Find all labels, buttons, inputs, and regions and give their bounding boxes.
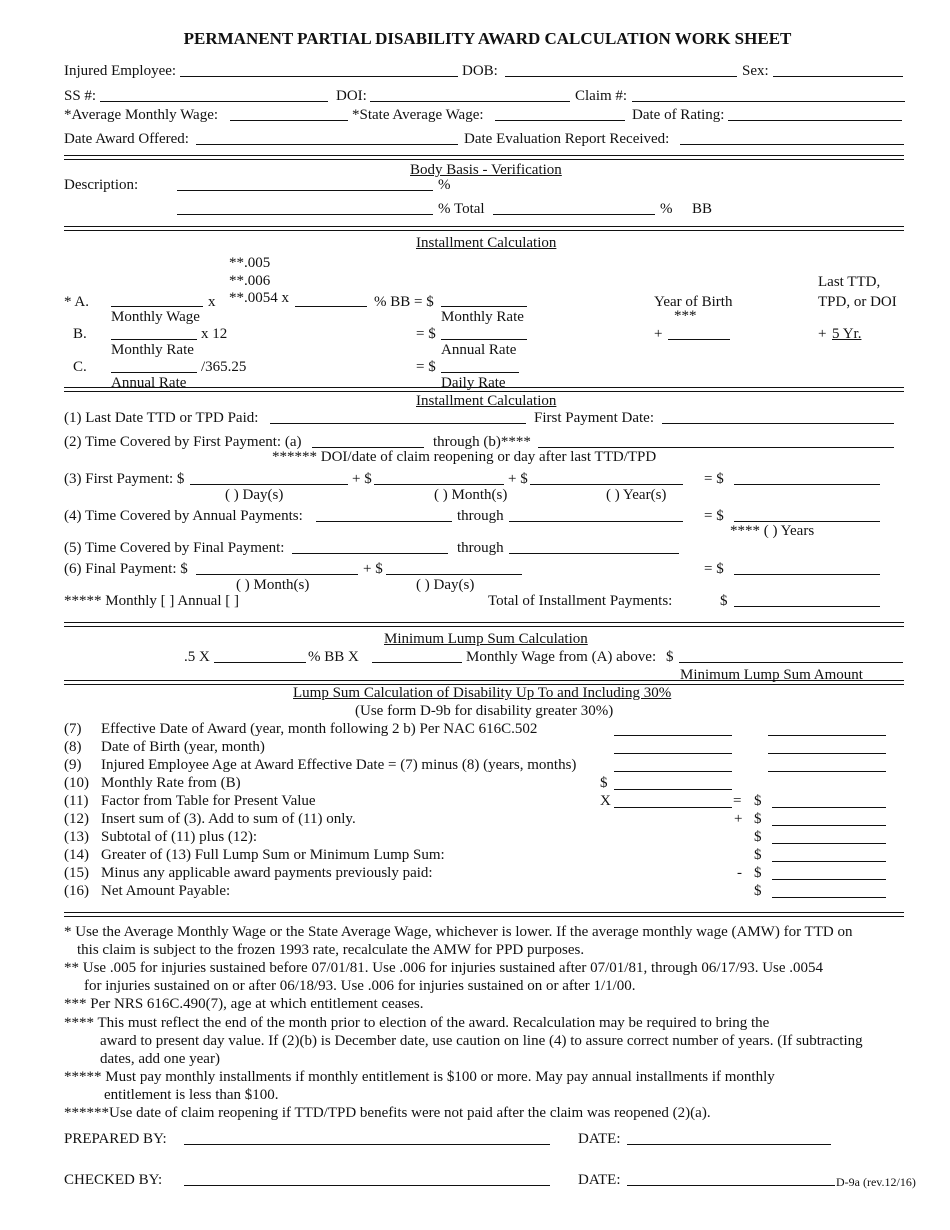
plus-5yr: 5 Yr. (832, 326, 862, 342)
years-4-caption: **** ( ) Years (730, 523, 815, 539)
first-payment-total-field[interactable] (734, 484, 880, 485)
pct-bb-equals: % BB = $ (374, 294, 434, 310)
dollar-11: $ (754, 793, 762, 809)
sum-3-field[interactable] (772, 825, 886, 826)
date-1-label: DATE: (578, 1131, 621, 1147)
dob-year-field[interactable] (614, 753, 732, 754)
lump-sum-subheading: (Use form D-9b for disability greater 30%) (355, 703, 614, 719)
row-text-9: Injured Employee Age at Award Effective Date = (7) minus (8) (years, months) (101, 757, 577, 773)
equals-11: = (733, 793, 742, 809)
row-text-15: Minus any applicable award payments previously paid: (101, 865, 433, 881)
monthly-rate-10-field[interactable] (614, 789, 732, 790)
dollar-12: $ (754, 811, 762, 827)
row-c-label: C. (73, 359, 87, 375)
injured-employee-field[interactable] (180, 76, 458, 77)
final-payment-total-field[interactable] (734, 574, 880, 575)
date-award-offered-field[interactable] (196, 144, 458, 145)
times-11: X (600, 793, 611, 809)
claim-label: Claim #: (575, 88, 628, 104)
effective-date-month-field[interactable] (768, 735, 886, 736)
line-6-label: (6) Final Payment: $ (64, 561, 188, 577)
body-basis-heading: Body Basis - Verification (410, 162, 562, 178)
total-installment-dollar: $ (720, 593, 728, 609)
plus-5yr-prefix: + (818, 326, 827, 342)
first-payment-month-field[interactable] (374, 484, 504, 485)
times-12: x 12 (201, 326, 228, 342)
note-line: ******Use date of claim reopening if TTD/TPD benefits were not paid after the claim was reopened (2)(a). (64, 1105, 711, 1121)
ss-label: SS #: (64, 88, 97, 104)
note-line: entitlement is less than $100. (104, 1087, 279, 1103)
date-of-rating-field[interactable] (728, 120, 902, 121)
dollar-15: $ (754, 865, 762, 881)
dob-field[interactable] (505, 76, 737, 77)
sex-field[interactable] (773, 76, 903, 77)
note-line: * Use the Average Monthly Wage or the State Average Wage, whichever is lower. If the average monthly wage (AMW) for TTD on (64, 924, 853, 940)
monthly-annual-choice[interactable]: ***** Monthly [ ] Annual [ ] (64, 593, 239, 609)
note-line: **** This must reflect the end of the month prior to election of the award. Recalculation may be required to bring the (64, 1015, 770, 1031)
line-4-label: (4) Time Covered by Annual Payments: (64, 508, 303, 524)
prepared-by-field[interactable] (184, 1144, 550, 1145)
note-line: dates, add one year) (100, 1051, 220, 1067)
min-lump-amount-caption: Minimum Lump Sum Amount (680, 667, 863, 683)
description-field[interactable] (177, 190, 433, 191)
annual-from-field[interactable] (316, 521, 452, 522)
monthly-wage-from-a: Monthly Wage from (A) above: (466, 649, 657, 665)
pct-total-label: % Total (438, 201, 485, 217)
note-line: ** Use .005 for injuries sustained before 07/01/81. Use .006 for injuries sustained after 07/01/81, through 06/17/93. Use .0054 (64, 960, 824, 976)
dollar-16: $ (754, 883, 762, 899)
daily-rate-field[interactable] (441, 372, 519, 373)
date-of-rating-label: Date of Rating: (632, 107, 725, 123)
factor-field[interactable] (614, 807, 732, 808)
min-lump-wage-field[interactable] (372, 662, 462, 663)
row-num-15: (15) (64, 865, 89, 881)
row-num-9: (9) (64, 757, 82, 773)
doi-label: DOI: (336, 88, 367, 104)
avg-monthly-wage-label: *Average Monthly Wage: (64, 107, 219, 123)
years-caption: ( ) Year(s) (606, 487, 667, 503)
months-caption: ( ) Month(s) (434, 487, 508, 503)
claim-field[interactable] (632, 101, 905, 102)
note-line: *** Per NRS 616C.490(7), age at which entitlement ceases. (64, 996, 424, 1012)
subtotal-field[interactable] (772, 843, 886, 844)
triple-star: *** (674, 308, 697, 324)
equals-b: = $ (416, 326, 436, 342)
year-of-birth-label: Year of Birth (654, 294, 733, 310)
section-divider (64, 912, 904, 917)
bb-label: BB (692, 201, 713, 217)
row-text-14: Greater of (13) Full Lump Sum or Minimum Lump Sum: (101, 847, 445, 863)
date-2-label: DATE: (578, 1172, 621, 1188)
total-installment-field[interactable] (734, 606, 880, 607)
min-lump-heading: Minimum Lump Sum Calculation (384, 631, 588, 647)
effective-date-year-field[interactable] (614, 735, 732, 736)
plus-dollar-2: + $ (508, 471, 528, 487)
checked-by-field[interactable] (184, 1185, 550, 1186)
line-1-label: (1) Last Date TTD or TPD Paid: (64, 410, 259, 426)
injured-employee-label: Injured Employee: (64, 63, 177, 79)
first-payment-date-label: First Payment Date: (534, 410, 654, 426)
through-b-label: through (b)**** (433, 434, 531, 450)
sex-label: Sex: (742, 63, 769, 79)
factor-result-field[interactable] (772, 807, 886, 808)
greater-of-field[interactable] (772, 861, 886, 862)
dob-label: DOB: (462, 63, 498, 79)
pct-bb-times: % BB X (308, 649, 359, 665)
row-text-16: Net Amount Payable: (101, 883, 231, 899)
first-payment-year-field[interactable] (530, 484, 683, 485)
row-text-10: Monthly Rate from (B) (101, 775, 241, 791)
dollar-13: $ (754, 829, 762, 845)
equals-dollar-4: = $ (704, 508, 724, 524)
doi-note: ****** DOI/date of claim reopening or day after last TTD/TPD (272, 449, 657, 465)
monthly-rate-field[interactable] (441, 306, 527, 307)
min-lump-bb-field[interactable] (214, 662, 306, 663)
ss-field[interactable] (100, 101, 328, 102)
half-times: .5 X (184, 649, 210, 665)
equals-dollar-3: = $ (704, 471, 724, 487)
age-months-field[interactable] (768, 771, 886, 772)
equals-c: = $ (416, 359, 436, 375)
monthly-wage-field[interactable] (111, 306, 203, 307)
note-line: for injuries sustained on or after 06/18/93. Use .006 for injuries sustained on or after 1/1/00. (84, 978, 636, 994)
final-from-field[interactable] (292, 553, 448, 554)
equals-dollar-6: = $ (704, 561, 724, 577)
date-eval-received-field[interactable] (680, 144, 904, 145)
row-text-7: Effective Date of Award (year, month following 2 b) Per NAC 616C.502 (101, 721, 538, 737)
date-1-field[interactable] (627, 1144, 831, 1145)
last-ttd-label-2: TPD, or DOI (818, 294, 897, 310)
age-years-field[interactable] (614, 771, 732, 772)
times-sign: x (208, 294, 216, 310)
section-divider (64, 622, 904, 627)
min-lump-amount-field[interactable] (679, 662, 903, 663)
description-field-2[interactable] (177, 214, 433, 215)
row-text-11: Factor from Table for Present Value (101, 793, 316, 809)
net-amount-field[interactable] (772, 897, 886, 898)
row-num-16: (16) (64, 883, 89, 899)
row-num-13: (13) (64, 829, 89, 845)
line-2-label: (2) Time Covered by First Payment: (a) (64, 434, 302, 450)
rate-0054: **.0054 x (229, 290, 289, 306)
plus-dollar-6: + $ (363, 561, 383, 577)
avg-monthly-wage-field[interactable] (230, 120, 348, 121)
daily-rate-caption: Daily Rate (441, 375, 506, 391)
checked-by-label: CHECKED BY: (64, 1172, 163, 1188)
year-plus: + (654, 326, 663, 342)
annual-rate-field[interactable] (441, 339, 527, 340)
row-num-12: (12) (64, 811, 89, 827)
date-eval-received-label: Date Evaluation Report Received: (464, 131, 670, 147)
monthly-rate-b-field[interactable] (111, 339, 197, 340)
lump-sum-heading: Lump Sum Calculation of Disability Up To and Including 30% (293, 685, 672, 701)
installment-heading-2: Installment Calculation (416, 393, 557, 409)
final-payment-month-field[interactable] (196, 574, 358, 575)
days-6-caption: ( ) Day(s) (416, 577, 475, 593)
first-payment-day-field[interactable] (190, 484, 348, 485)
min-lump-dollar: $ (666, 649, 674, 665)
row-num-11: (11) (64, 793, 89, 809)
section-divider (64, 155, 904, 160)
percent-sign: % (438, 177, 451, 193)
year-of-birth-field[interactable] (668, 339, 730, 340)
state-avg-wage-label: *State Average Wage: (352, 107, 484, 123)
doi-field[interactable] (370, 101, 570, 102)
row-num-7: (7) (64, 721, 82, 737)
row-text-13: Subtotal of (11) plus (12): (101, 829, 258, 845)
row-num-14: (14) (64, 847, 89, 863)
description-label: Description: (64, 177, 139, 193)
last-date-ttd-field[interactable] (270, 423, 526, 424)
annual-rate-c-caption: Annual Rate (111, 375, 187, 391)
pct-total-field[interactable] (493, 214, 655, 215)
rate-005: **.005 (229, 255, 271, 271)
note-line: this claim is subject to the frozen 1993 rate, recalculate the AMW for PPD purposes. (77, 942, 585, 958)
line-5-label: (5) Time Covered by Final Payment: (64, 540, 285, 556)
days-caption: ( ) Day(s) (225, 487, 284, 503)
rate-006: **.006 (229, 273, 271, 289)
minus-15: - (737, 865, 742, 881)
section-divider (64, 226, 904, 231)
row-b-label: B. (73, 326, 87, 342)
row-a-label: * A. (64, 294, 90, 310)
final-payment-day-field[interactable] (386, 574, 522, 575)
final-to-field[interactable] (509, 553, 679, 554)
monthly-wage-caption: Monthly Wage (111, 309, 200, 325)
through-5: through (457, 540, 504, 556)
prepared-by-label: PREPARED BY: (64, 1131, 167, 1147)
previously-paid-field[interactable] (772, 879, 886, 880)
first-payment-date-field[interactable] (662, 423, 894, 424)
percent-sign-2: % (660, 201, 673, 217)
form-id: D-9a (rev.12/16) (836, 1175, 916, 1189)
dollar-10: $ (600, 775, 608, 791)
plus-dollar-1: + $ (352, 471, 372, 487)
line-3-label: (3) First Payment: $ (64, 471, 185, 487)
through-4: through (457, 508, 504, 524)
state-avg-wage-field[interactable] (495, 120, 625, 121)
total-installment-label: Total of Installment Payments: (488, 593, 673, 609)
note-line: award to present day value. If (2)(b) is December date, use caution on line (4) to assure correct number of years. (If subtracting (100, 1033, 863, 1049)
rate-field[interactable] (295, 306, 367, 307)
dob-month-field[interactable] (768, 753, 886, 754)
date-award-offered-label: Date Award Offered: (64, 131, 189, 147)
page-title: PERMANENT PARTIAL DISABILITY AWARD CALCULATION WORK SHEET (183, 29, 792, 48)
divide-365: /365.25 (201, 359, 247, 375)
date-2-field[interactable] (627, 1185, 835, 1186)
annual-rate-b-caption: Annual Rate (441, 342, 517, 358)
months-6-caption: ( ) Month(s) (236, 577, 310, 593)
monthly-rate-b-caption: Monthly Rate (111, 342, 194, 358)
row-text-8: Date of Birth (year, month) (101, 739, 265, 755)
installment-heading: Installment Calculation (416, 235, 557, 251)
plus-12: + (734, 811, 743, 827)
annual-rate-c-field[interactable] (111, 372, 197, 373)
row-num-8: (8) (64, 739, 82, 755)
annual-to-field[interactable] (509, 521, 683, 522)
row-text-12: Insert sum of (3). Add to sum of (11) only. (101, 811, 356, 827)
row-num-10: (10) (64, 775, 89, 791)
last-ttd-label-1: Last TTD, (818, 274, 881, 290)
monthly-rate-caption: Monthly Rate (441, 309, 524, 325)
note-line: ***** Must pay monthly installments if monthly entitlement is $100 or more. May pay annual installments if monthly (64, 1069, 775, 1085)
dollar-14: $ (754, 847, 762, 863)
